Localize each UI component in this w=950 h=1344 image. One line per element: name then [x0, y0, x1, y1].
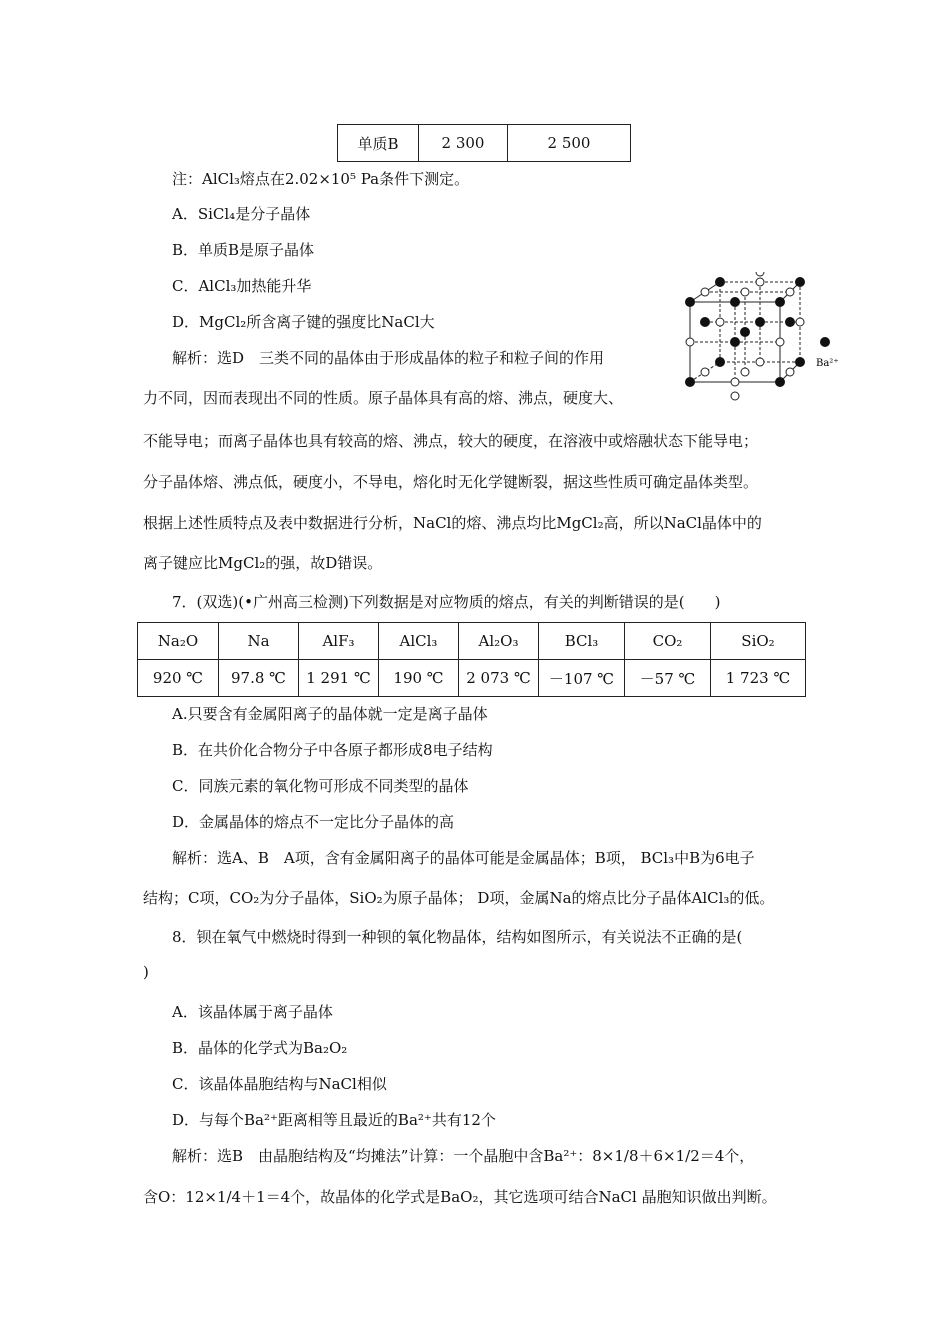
- q6-option-d: D．MgCl₂所含离子键的强度比NaCl大: [172, 313, 435, 331]
- q6-analysis-line: 解析：选D 三类不同的晶体由于形成晶体的粒子和粒子间的作用: [172, 349, 605, 367]
- melting-point-table: [137, 622, 806, 697]
- q7-option-d: D．金属晶体的熔点不一定比分子晶体的高: [172, 813, 455, 831]
- value-cell: 1 723 ℃: [711, 660, 806, 697]
- header-cell: CO₂: [625, 623, 711, 660]
- q7-analysis-line: 解析：选A、B A项，含有金属阳离子的晶体可能是金属晶体；B项， BCl₃中B为6电子: [172, 849, 755, 867]
- crystal-structure-figure: [680, 272, 840, 412]
- q6-analysis-line: 离子键应比MgCl₂的强，故D错误。: [143, 554, 383, 572]
- q6-analysis-line: 不能导电；而离子晶体也具有较高的熔、沸点，较大的硬度，在溶液中或熔融状态下能导电；: [143, 432, 759, 450]
- q8-analysis-line: 含O：12×1/4＋1＝4个，故晶体的化学式是BaO₂，其它选项可结合NaCl 晶胞知识做出判断。: [143, 1188, 777, 1206]
- value-cell: 97.8 ℃: [219, 660, 299, 697]
- q8-option-d: D．与每个Ba²⁺距离相等且最近的Ba²⁺共有12个: [172, 1111, 496, 1129]
- q6-analysis-line: 分子晶体熔、沸点低，硬度小，不导电，熔化时无化学键断裂，据这些性质可确定晶体类型。: [143, 473, 759, 491]
- q6-analysis-line: 根据上述性质特点及表中数据进行分析，NaCl的熔、沸点均比MgCl₂高，所以NaCl晶体中的: [143, 514, 762, 532]
- note: 注：AlCl₃熔点在2.02×10⁵ Pa条件下测定。: [172, 170, 470, 188]
- q8-stem-end: ): [143, 963, 149, 981]
- q8-option-a: A．该晶体属于离子晶体: [172, 1003, 333, 1021]
- q8-option-c: C．该晶体晶胞结构与NaCl相似: [172, 1075, 387, 1093]
- value-cell: －57 ℃: [625, 660, 711, 697]
- header-cell: Na: [219, 623, 299, 660]
- q6-option-b: B．单质B是原子晶体: [172, 241, 315, 259]
- q7-analysis-line: 结构；C项，CO₂为分子晶体，SiO₂为原子晶体； D项，金属Na的熔点比分子晶体AlCl₃的低。: [143, 889, 775, 907]
- q6-option-c: C．AlCl₃加热能升华: [172, 277, 312, 295]
- table-fragment: [337, 124, 631, 162]
- header-cell: SiO₂: [711, 623, 806, 660]
- q7-option-a: A.只要含有金属阳离子的晶体就一定是离子晶体: [172, 705, 488, 723]
- value-cell: 1 291 ℃: [299, 660, 379, 697]
- header-cell: Al₂O₃: [459, 623, 539, 660]
- q8-stem: 8．钡在氧气中燃烧时得到一种钡的氧化物晶体，结构如图所示，有关说法不正确的是(: [172, 928, 743, 946]
- header-cell: BCl₃: [539, 623, 625, 660]
- q7-option-b: B．在共价化合物分子中各原子都形成8电子结构: [172, 741, 493, 759]
- q6-option-a: A．SiCl₄是分子晶体: [172, 205, 311, 223]
- q7-option-c: C．同族元素的氧化物可形成不同类型的晶体: [172, 777, 469, 795]
- q8-analysis-line: 解析：选B 由晶胞结构及“均摊法”计算：一个晶胞中含Ba²⁺：8×1/8＋6×1/2＝4个，: [172, 1147, 755, 1165]
- header-cell: Na₂O: [138, 623, 219, 660]
- value-cell: 920 ℃: [138, 660, 219, 697]
- value-cell: 190 ℃: [379, 660, 459, 697]
- ba-ion-label: Ba²⁺: [816, 358, 839, 369]
- q7-stem: 7．(双选)(•广州高三检测)下列数据是对应物质的熔点，有关的判断错误的是( ): [172, 593, 721, 611]
- header-cell: AlCl₃: [379, 623, 459, 660]
- header-cell: AlF₃: [299, 623, 379, 660]
- table-cell: 2 300: [419, 125, 508, 162]
- q6-analysis-line: 力不同，因而表现出不同的性质。原子晶体具有高的熔、沸点，硬度大、: [143, 389, 624, 407]
- table-cell: 2 500: [508, 125, 631, 162]
- table-cell: 单质B: [338, 125, 419, 162]
- value-cell: －107 ℃: [539, 660, 625, 697]
- value-cell: 2 073 ℃: [459, 660, 539, 697]
- q8-option-b: B．晶体的化学式为Ba₂O₂: [172, 1039, 348, 1057]
